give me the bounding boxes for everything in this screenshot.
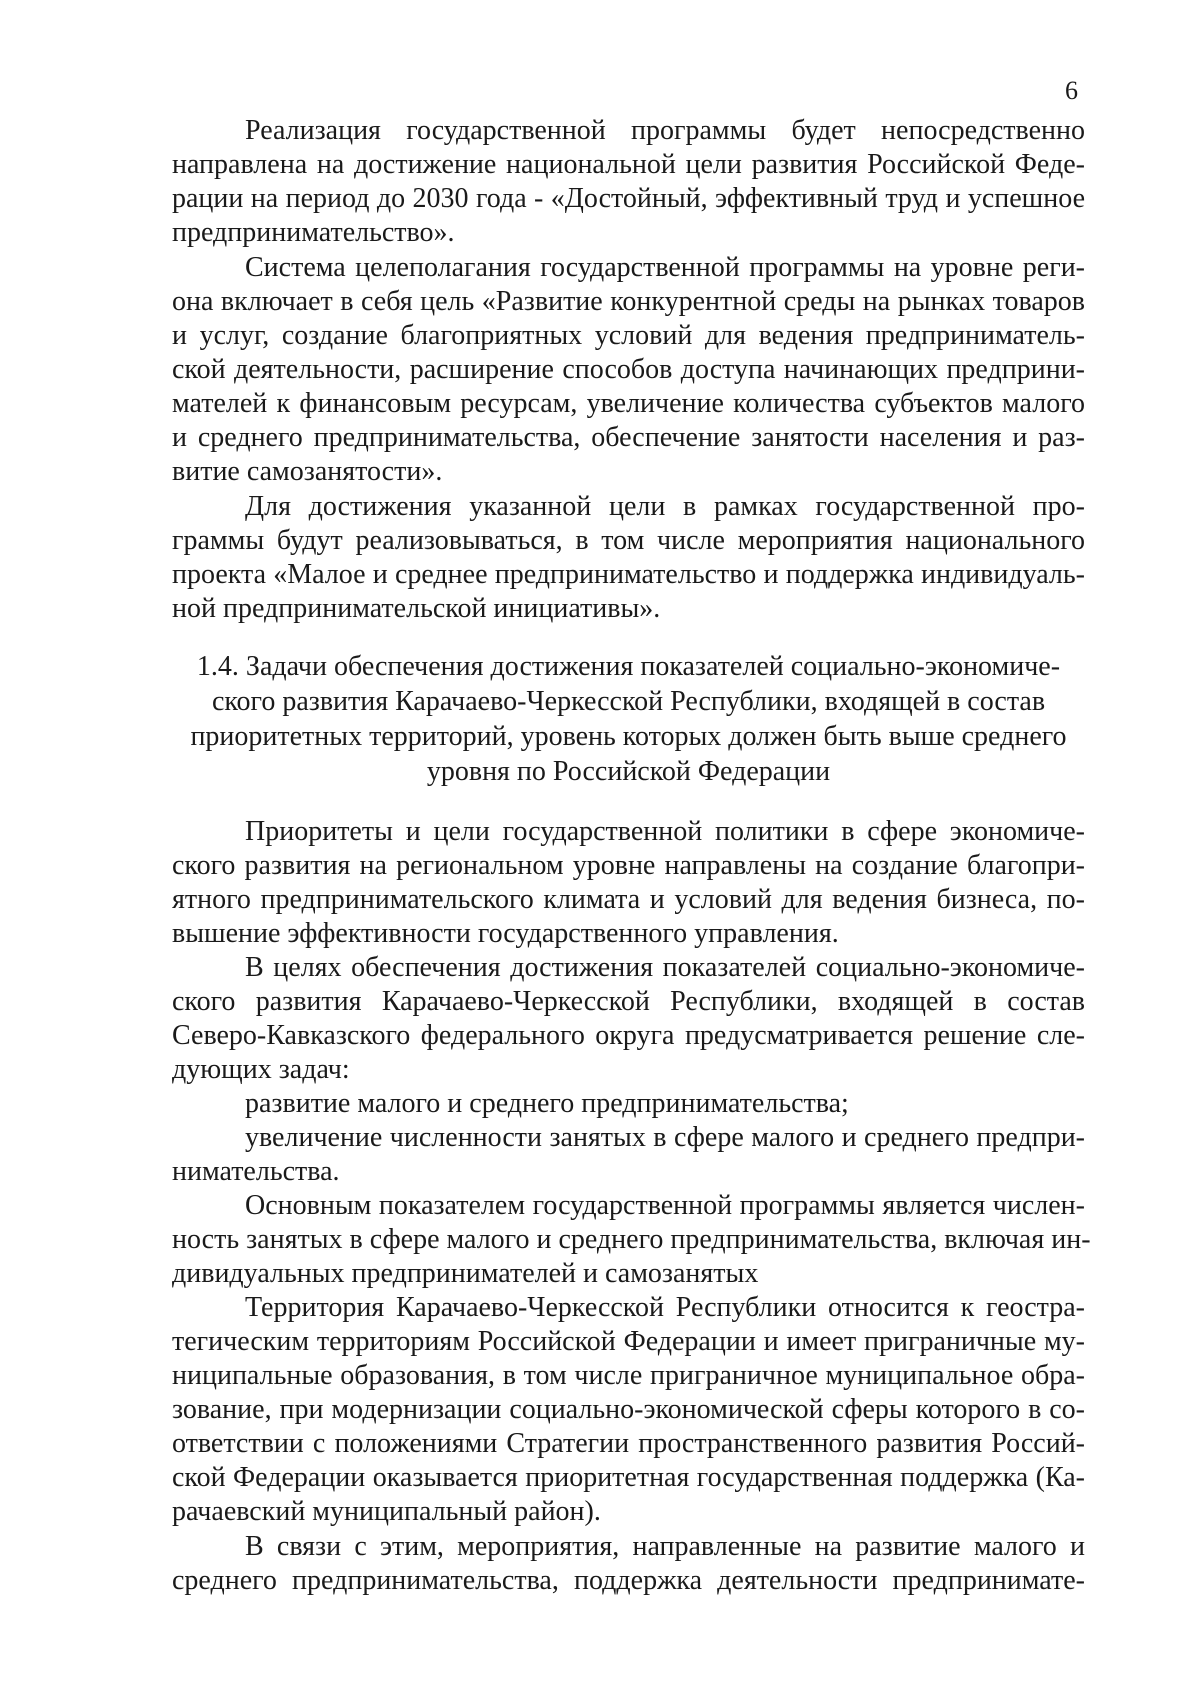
section-heading-line: уровня по Российской Федерации	[426, 756, 831, 787]
text-line: Система целеполагания государственной программы на уровне реги-	[245, 252, 1085, 283]
text-line: она включает в себя цель «Развитие конкурентной среды на рынках товаров	[172, 286, 1085, 317]
text-line: и услуг, создание благоприятных условий для ведения предприниматель-	[172, 320, 1085, 351]
text-line: ского развития на региональном уровне направлены на создание благопри-	[172, 850, 1085, 881]
text-line: и среднего предпринимательства, обеспечение занятости населения и раз-	[172, 422, 1085, 453]
text-line: ниципальные образования, в том числе приграничное муниципальное обра-	[172, 1360, 1085, 1391]
text-line: нимательства.	[172, 1156, 340, 1187]
text-line: среднего предпринимательства, поддержка деятельности предпринимате-	[172, 1565, 1085, 1596]
text-line: проекта «Малое и среднее предпринимательство и поддержка индивидуаль-	[172, 559, 1085, 590]
text-line: развитие малого и среднего предпринимательства;	[245, 1088, 849, 1119]
text-line: Территория Карачаево-Черкесской Республики относится к геостра-	[245, 1292, 1085, 1323]
text-line: ятного предпринимательского климата и условий для ведения бизнеса, по-	[172, 884, 1085, 915]
text-line: Северо-Кавказского федерального округа предусматривается решение сле-	[172, 1020, 1085, 1051]
text-line: витие самозанятости».	[172, 456, 443, 487]
text-line: рачаевский муниципальный район).	[172, 1496, 601, 1527]
text-line: увеличение численности занятых в сфере малого и среднего предпри-	[245, 1122, 1085, 1153]
section-heading-line: 1.4. Задачи обеспечения достижения показателей социально-экономиче-	[196, 651, 1061, 682]
text-line: Приоритеты и цели государственной политики в сфере экономиче-	[245, 816, 1085, 847]
text-line: В связи с этим, мероприятия, направленные на развитие малого и	[245, 1531, 1085, 1562]
text-line: предпринимательство».	[172, 217, 455, 248]
text-line: ской деятельности, расширение способов доступа начинающих предприни-	[172, 354, 1085, 385]
text-line: ской Федерации оказывается приоритетная государственная поддержка (Ка-	[172, 1462, 1085, 1493]
section-heading-line: ского развития Карачаево-Черкесской Республики, входящей в состав	[211, 686, 1046, 717]
text-line: В целях обеспечения достижения показателей социально-экономиче-	[245, 952, 1085, 983]
text-line: тегическим территориям Российской Федерации и имеет приграничные му-	[172, 1326, 1085, 1357]
page-number: 6	[1065, 76, 1078, 105]
text-line: ответствии с положениями Стратегии пространственного развития Россий-	[172, 1428, 1085, 1459]
text-line: вышение эффективности государственного управления.	[172, 918, 839, 949]
text-line: Для достижения указанной цели в рамках государственной про-	[245, 491, 1085, 522]
text-line: дующих задач:	[172, 1054, 350, 1085]
text-line: Основным показателем государственной программы является числен-	[245, 1190, 1085, 1221]
text-line: ского развития Карачаево-Черкесской Республики, входящей в состав	[172, 986, 1085, 1017]
text-line: граммы будут реализовываться, в том числе мероприятия национального	[172, 525, 1085, 556]
text-line: ной предпринимательской инициативы».	[172, 593, 661, 624]
section-heading-line: приоритетных территорий, уровень которых должен быть выше среднего	[190, 721, 1067, 752]
text-line: ность занятых в сфере малого и среднего предпринимательства, включая ин-	[172, 1224, 1091, 1255]
text-line: мателей к финансовым ресурсам, увеличение количества субъектов малого	[172, 388, 1085, 419]
text-line: направлена на достижение национальной цели развития Российской Феде-	[172, 149, 1085, 180]
text-line: дивидуальных предпринимателей и самозанятых	[172, 1258, 759, 1289]
text-line: зование, при модернизации социально-экономической сферы которого в со-	[172, 1394, 1085, 1425]
text-line: рации на период до 2030 года - «Достойный, эффективный труд и успешное	[172, 183, 1085, 214]
text-line: Реализация государственной программы будет непосредственно	[245, 115, 1085, 146]
